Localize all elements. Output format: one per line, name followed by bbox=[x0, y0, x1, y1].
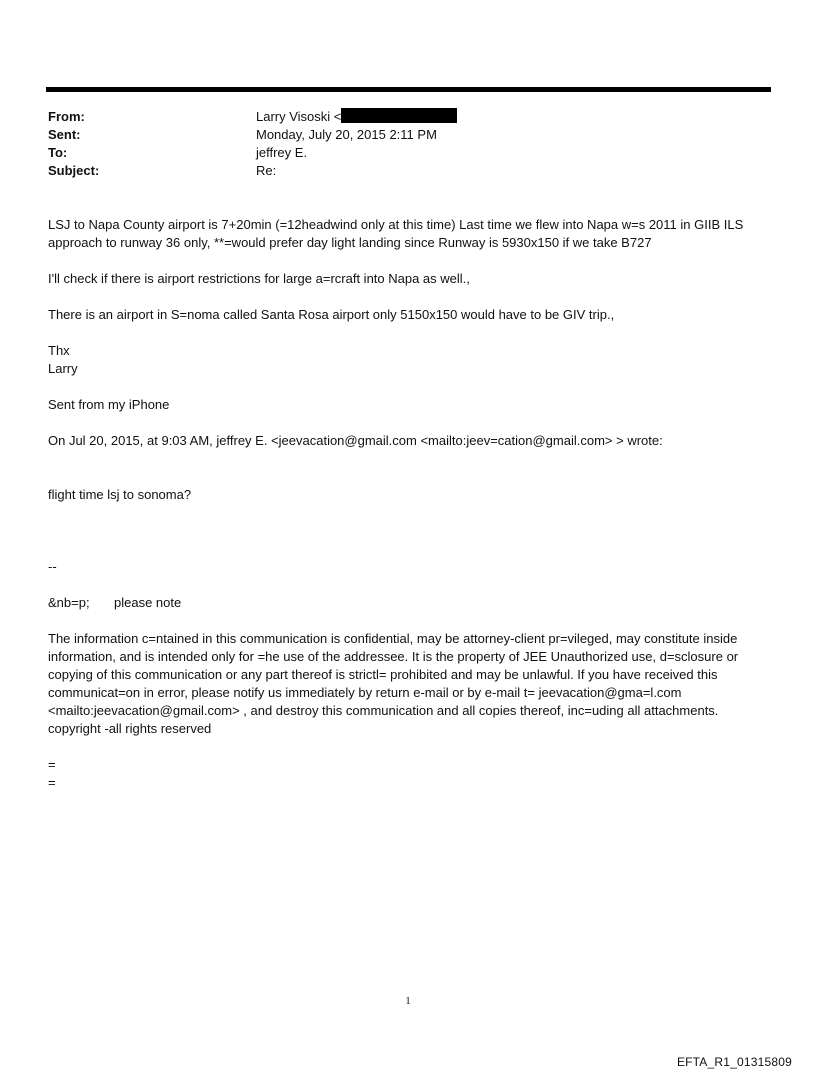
sent-label: Sent: bbox=[48, 127, 81, 142]
quote-intro: On Jul 20, 2015, at 9:03 AM, jeffrey E. <jeevacation@gmail.com <mailto:jeev=cation@gmail.com> > wrote: bbox=[48, 433, 663, 448]
sent-row bbox=[48, 126, 748, 144]
quoted-question: flight time lsj to sonoma? bbox=[48, 487, 192, 502]
bates-number: EFTA_R1_01315809 bbox=[676, 1055, 792, 1069]
body-paragraph-2: I'll check if there is airport restrictions for large a=rcraft into Napa as well., bbox=[48, 271, 470, 286]
disclaimer-paragraph: The information c=ntained in this communication is confidential, may be attorney-client pr=vileged, may constitute inside information, and is intended only for =he use of the addressee. It is the property of JEE Unauthorized use, d=sclosure or copying of this communication or any part thereof is strictl= prohibited and may be unlawful. If you have received this communicat=on in error, please notify us immediately by return e-mail or by e-mail t= jeevacation@gma=l.com <mailto:jeevacation@gmail.com> , and destroy this communication and all copies thereof, inc=uding all attachments. copyright -all rights reserved bbox=[48, 631, 739, 736]
to-value: jeffrey E. bbox=[256, 145, 308, 160]
please-note-line bbox=[48, 594, 773, 612]
email-body bbox=[48, 216, 773, 792]
sent-from-line: Sent from my iPhone bbox=[48, 397, 170, 412]
thx-line: Thx bbox=[48, 343, 70, 358]
to-row bbox=[48, 144, 748, 162]
from-label: From: bbox=[48, 109, 85, 124]
to-label: To: bbox=[48, 145, 68, 160]
nbsp-artifact: &nb=p; bbox=[48, 595, 90, 610]
redaction-box bbox=[341, 108, 457, 123]
signature-name: Larry bbox=[48, 361, 78, 376]
from-value bbox=[256, 108, 748, 126]
page-number: 1 bbox=[405, 995, 411, 1007]
subject-value: Re: bbox=[256, 163, 277, 178]
body-paragraph-3: There is an airport in S=noma called Santa Rosa airport only 5150x150 would have to be GIV trip., bbox=[48, 307, 615, 322]
from-name: Larry Visoski < bbox=[256, 109, 342, 124]
sent-value: Monday, July 20, 2015 2:11 PM bbox=[256, 127, 437, 142]
body-paragraph-1: LSJ to Napa County airport is 7+20min (=12headwind only at this time) Last time we flew into Napa w=s 2011 in GIIB ILS approach to runway 36 only, **=would prefer day light landing since Runway is 5930x150 if we take B727 bbox=[48, 217, 744, 250]
signature-separator: -- bbox=[48, 559, 57, 574]
please-note-text: please note bbox=[114, 595, 182, 610]
header-divider bbox=[46, 87, 771, 92]
subject-label: Subject: bbox=[48, 163, 100, 178]
equals-line-1: = bbox=[48, 757, 56, 772]
from-row bbox=[48, 108, 748, 126]
equals-line-2: = bbox=[48, 775, 56, 790]
subject-row bbox=[48, 162, 748, 180]
email-header bbox=[48, 108, 748, 180]
